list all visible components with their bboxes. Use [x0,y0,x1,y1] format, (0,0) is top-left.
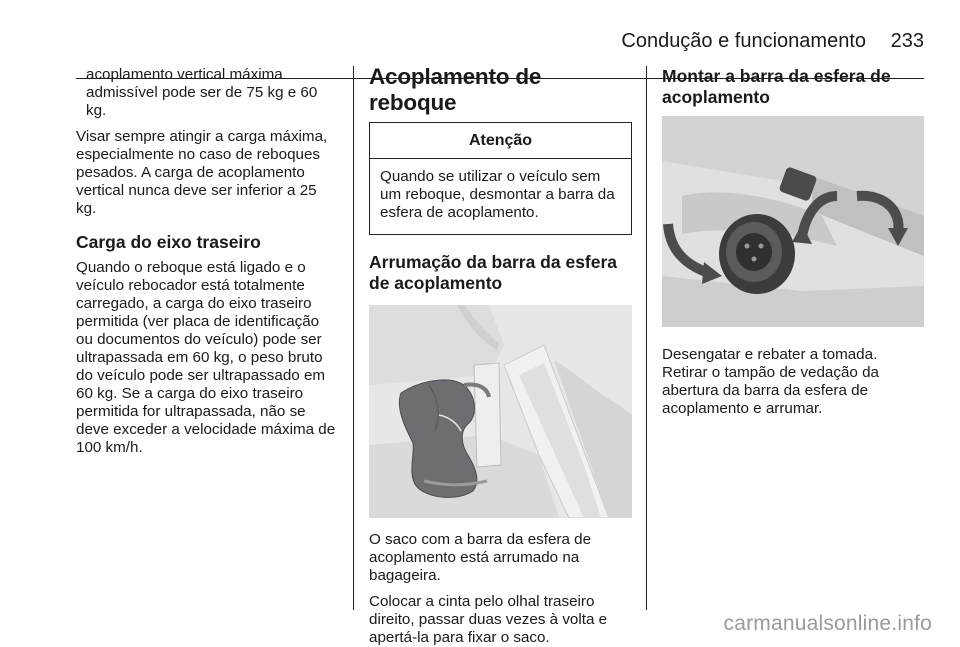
paragraph: Desengatar e rebater a tomada. Retirar o tampão de vedação da abertura da barra da esfera de acoplamento e arrumar. [662,346,879,417]
column-divider-2 [646,66,647,610]
page-number: 233 [890,30,924,52]
heading-storage: Arrumação da barra da esfera de acoplamento [369,252,618,293]
attention-box [369,122,632,235]
attention-title: Atenção [370,123,631,159]
heading-rear-axle-load: Carga do eixo traseiro [76,232,261,252]
column-divider-1 [353,66,354,610]
figure-socket [662,116,924,327]
paragraph: Quando o reboque está ligado e o veículo rebocador está totalmente carregado, a carga do eixo traseiro permitida (ver placa de identificação ou documentos do veículo) pode ser ultrapassada em 60 kg, o peso bruto do veículo pode ser ultrapassado em 60 kg. Se a carga do eixo traseiro permitida for ultrapassada, não se deve exceder a velocidade máxima de 100 km/h. [76,259,336,456]
figure-storage-bag [369,305,632,518]
paragraph: acoplamento vertical máxima admissível pode ser de 75 kg e 60 kg. [86,66,318,119]
paragraph: Visar sempre atingir a carga máxima, especialmente no caso de reboques pesados. A carga de acoplamento vertical nunca deve ser inferior a 25 kg. [76,128,328,217]
column-1 [76,66,338,457]
attention-text: Quando se utilizar o veículo sem um reboque, desmontar a barra da esfera de acoplamento. [380,168,615,221]
socket-illustration [662,116,924,327]
heading-towing-device: Acoplamento de reboque [369,64,542,115]
page-header [76,30,924,52]
column-2 [369,66,632,647]
section-title: Condução e funcionamento [621,30,866,52]
storage-bag-illustration [369,305,632,518]
watermark: carmanualsonline.info [723,612,932,635]
column-3 [662,66,924,418]
paragraph: O saco com a barra da esfera de acoplamento está arrumado na bagageira. [369,531,592,584]
heading-mount-ball-bar: Montar a barra da esfera de acoplamento [662,66,891,107]
paragraph: Colocar a cinta pelo olhal traseiro direito, passar duas vezes à volta e apertá-la para fixar o saco. [369,593,608,646]
